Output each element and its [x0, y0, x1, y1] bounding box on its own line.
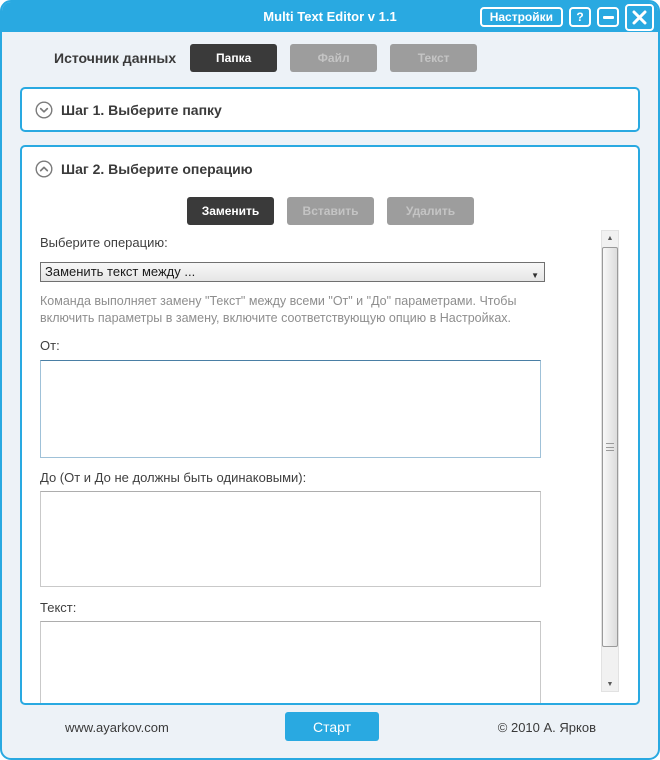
step2-panel [20, 145, 640, 705]
operation-replace-button[interactable]: Заменить [187, 197, 274, 225]
to-field-input[interactable] [40, 491, 541, 587]
scroll-down-arrow-icon[interactable]: ▼ [606, 680, 614, 688]
operation-insert-button[interactable]: Вставить [287, 197, 374, 225]
chevron-down-icon[interactable] [35, 101, 53, 119]
chevron-up-icon[interactable] [35, 160, 53, 178]
step1-panel[interactable] [20, 87, 640, 132]
text-field-label: Текст: [40, 600, 77, 615]
to-field-label: До (От и До не должны быть одинаковыми): [40, 470, 307, 485]
data-source-label: Источник данных [54, 50, 177, 66]
vertical-scrollbar[interactable] [601, 230, 619, 692]
step2-title: Шаг 2. Выберите операцию [61, 161, 253, 177]
chevron-down-icon: ▼ [531, 271, 539, 280]
titlebar [2, 2, 658, 32]
source-folder-button[interactable]: Папка [190, 44, 277, 72]
help-button[interactable]: ? [569, 7, 591, 27]
copyright-text: © 2010 А. Ярков [497, 720, 596, 735]
footer [2, 701, 658, 758]
text-field-input[interactable] [40, 621, 541, 705]
close-icon [632, 10, 647, 25]
scrollbar-thumb[interactable] [602, 247, 618, 647]
step1-title: Шаг 1. Выберите папку [61, 101, 222, 118]
step2-header[interactable] [35, 160, 253, 178]
minimize-icon [603, 16, 614, 19]
minimize-button[interactable] [597, 7, 619, 27]
operation-buttons [187, 197, 487, 225]
source-file-button[interactable]: Файл [290, 44, 377, 72]
start-button[interactable]: Старт [285, 712, 379, 741]
scroll-up-arrow-icon[interactable]: ▲ [606, 234, 614, 242]
operation-select[interactable] [40, 262, 545, 282]
titlebar-buttons [480, 2, 654, 32]
data-source-row [54, 44, 490, 72]
operation-description: Команда выполняет замену "Текст" между всеми "От" и "До" параметрами. Чтобы включить параметры в замену, включите соответствующую опцию в Настройках. [40, 294, 517, 325]
window-title: Multi Text Editor v 1.1 [263, 9, 397, 24]
from-field-input[interactable] [40, 360, 541, 458]
operation-delete-button[interactable]: Удалить [387, 197, 474, 225]
from-field-label: От: [40, 338, 60, 353]
operation-select-value: Заменить текст между ... [45, 264, 196, 279]
operation-select-label: Выберите операцию: [40, 235, 168, 250]
scrollbar-grip-icon [606, 443, 614, 451]
source-text-button[interactable]: Текст [390, 44, 477, 72]
close-button[interactable] [625, 4, 654, 31]
website-link[interactable]: www.ayarkov.com [65, 720, 169, 735]
settings-button[interactable]: Настройки [480, 7, 563, 27]
